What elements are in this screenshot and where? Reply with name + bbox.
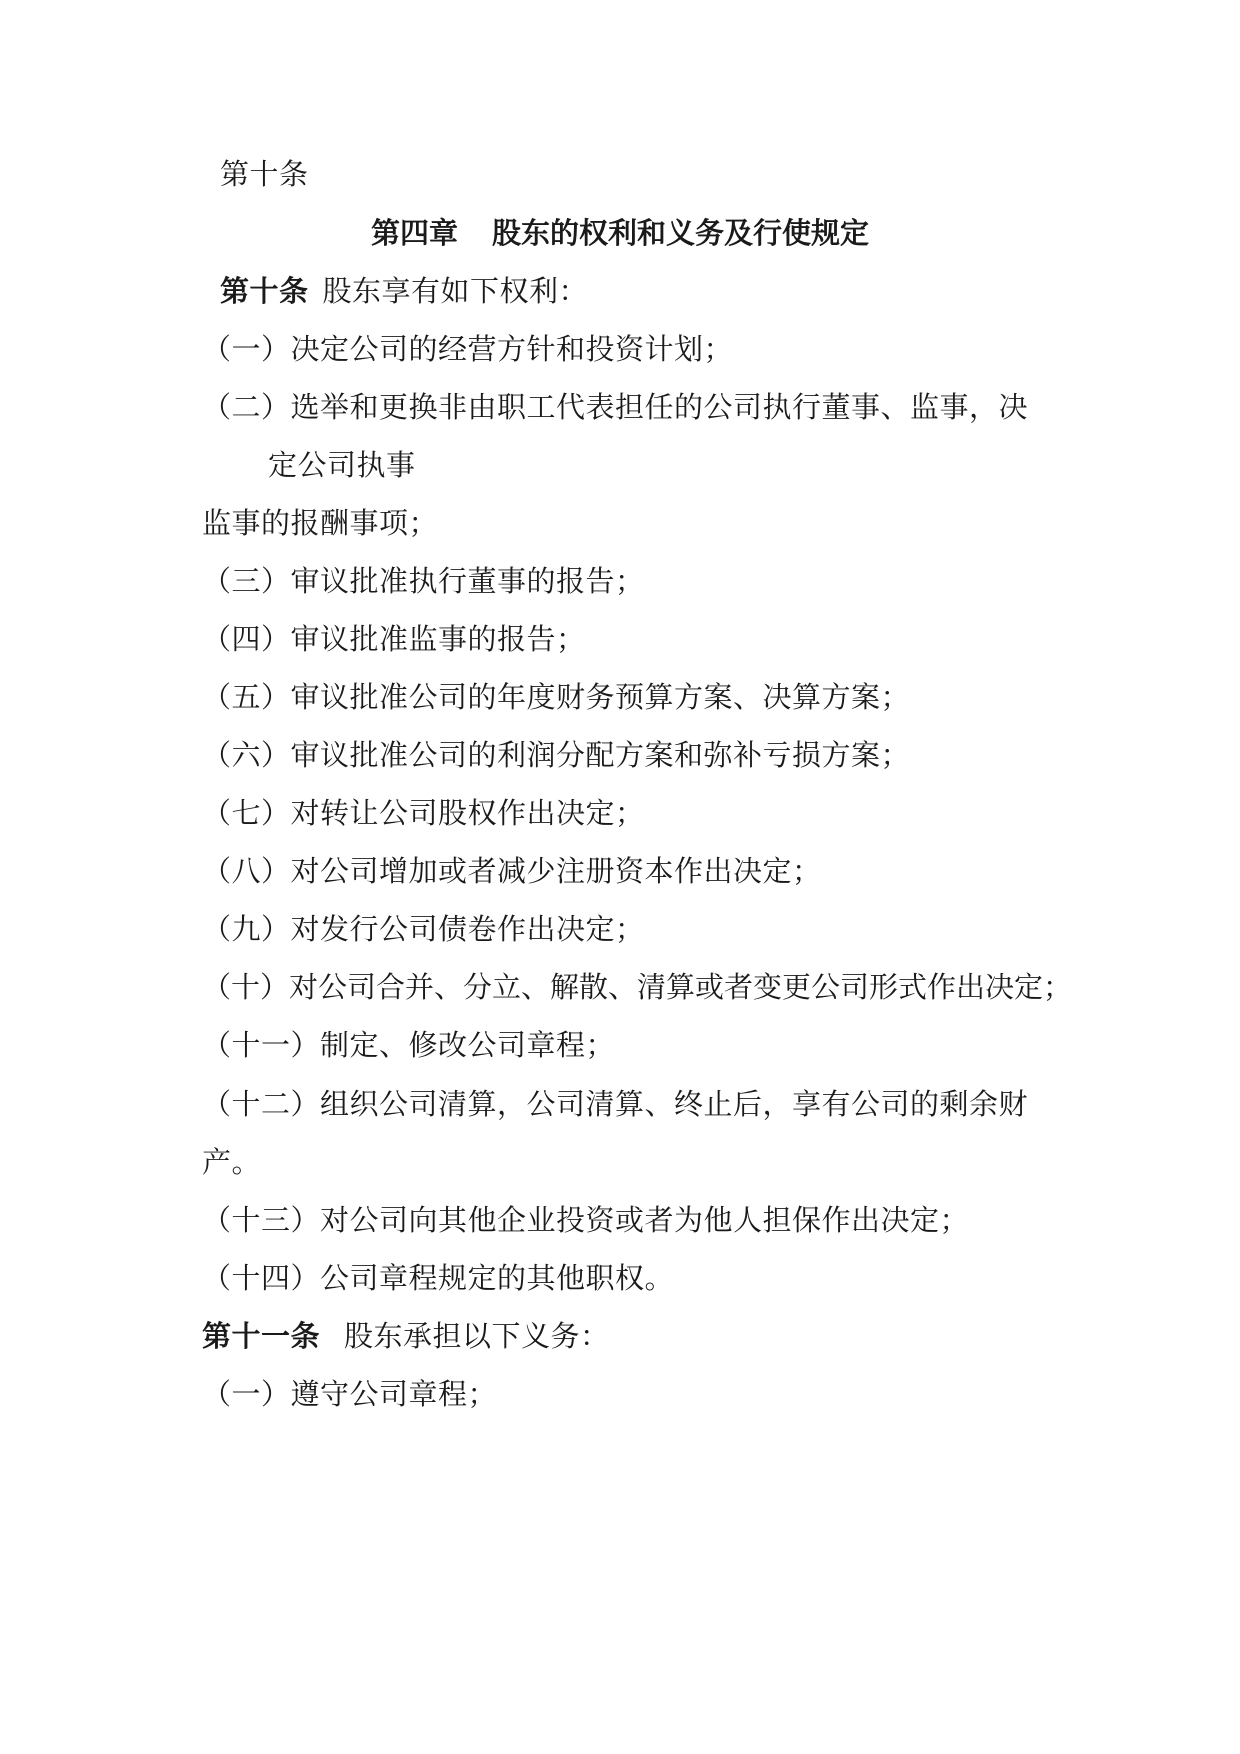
article-10-item: （十）对公司合并、分立、解散、清算或者变更公司形式作出决定； (202, 970, 1073, 1004)
article-10-item: （二）选举和更换非由职工代表担任的公司执行董事、监事，决 (202, 390, 1029, 424)
article-10-item-continued: 产。 (202, 1145, 262, 1179)
article-10-item: （三）审议批准执行董事的报告； (202, 564, 645, 598)
article-10-item-continued: 定公司执事 (268, 448, 416, 482)
article-10-item: （十四）公司章程规定的其他职权。 (202, 1261, 675, 1295)
chapter-number: 第四章 (370, 216, 458, 250)
article-11-label: 第十一条 (202, 1319, 321, 1353)
article-10-item: （一）决定公司的经营方针和投资计划； (202, 332, 734, 366)
article-10-item: （七）对转让公司股权作出决定； (202, 796, 645, 830)
article-10-item: （五）审议批准公司的年度财务预算方案、决算方案； (202, 680, 911, 714)
article-10-item: （四）审议批准监事的报告； (202, 622, 586, 656)
chapter-title: 股东的权利和义务及行使规定 (492, 216, 870, 250)
article-10-label: 第十条 (220, 274, 309, 308)
stray-heading: 第十条 (220, 157, 309, 191)
article-10-item: （九）对发行公司债卷作出决定； (202, 912, 645, 946)
article-11-heading (202, 1316, 610, 1356)
article-10-item: （六）审议批准公司的利润分配方案和弥补亏损方案； (202, 738, 911, 772)
chapter-heading (0, 213, 1240, 253)
article-11-item: （一）遵守公司章程； (202, 1377, 498, 1411)
article-10-item: （八）对公司增加或者减少注册资本作出决定； (202, 854, 822, 888)
article-10-item: （十三）对公司向其他企业投资或者为他人担保作出决定； (202, 1203, 970, 1237)
article-10-item: （十二）组织公司清算，公司清算、终止后，享有公司的剩余财 (202, 1087, 1029, 1121)
article-10-intro: 股东享有如下权利： (322, 274, 589, 308)
article-10-item-continued: 监事的报酬事项； (202, 506, 439, 540)
article-10-heading (220, 271, 588, 311)
article-11-intro: 股东承担以下义务： (344, 1319, 610, 1353)
article-10-item: （十一）制定、修改公司章程； (202, 1028, 616, 1062)
